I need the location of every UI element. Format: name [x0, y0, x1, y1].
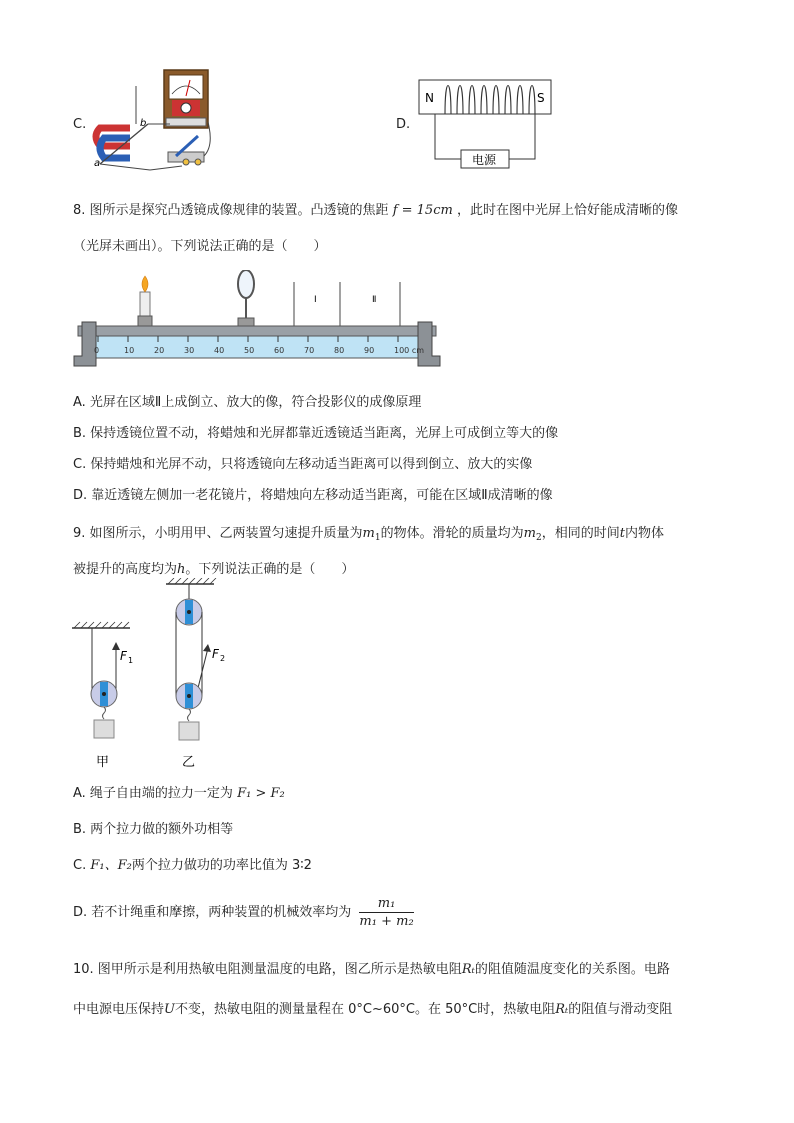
- q10-u: U: [164, 1002, 175, 1017]
- option-c-label[interactable]: C.: [73, 117, 87, 132]
- ruler-tick-label: 50: [244, 346, 255, 355]
- q9-option-c[interactable]: [73, 854, 312, 873]
- q9-option-a[interactable]: [73, 782, 285, 801]
- pole-s: S: [537, 91, 545, 105]
- optical-bench-figure: [72, 270, 442, 370]
- q9-m2: m: [523, 526, 536, 541]
- q9-m1: m: [362, 526, 375, 541]
- ruler-tick-label: 80: [334, 346, 345, 355]
- q9-option-c-prefix: C.: [73, 858, 87, 873]
- option-d-label[interactable]: D.: [396, 117, 411, 132]
- q8-stem-text-a: 8. 图所示是探究凸透镜成像规律的装置。凸透镜的焦距: [73, 203, 389, 218]
- q9-option-c-text: 两个拉力做功的功率比值为 3∶2: [131, 858, 312, 873]
- q8-stem-text-b: ，此时在图中光屏上恰好能成清晰的像: [456, 203, 678, 218]
- force-f1-label: F: [120, 649, 127, 663]
- q9-stem-text-e: 被提升的高度均为: [73, 562, 178, 577]
- q9-option-b[interactable]: B. 两个拉力做的额外功相等: [73, 822, 234, 837]
- q8-stem-line1: [73, 199, 678, 218]
- ruler-tick-label: 90: [364, 346, 375, 355]
- q8-stem-line2: （光屏未画出）。下列说法正确的是（ ）: [73, 239, 327, 254]
- q9-option-a-text: A. 绳子自由端的拉力一定为: [73, 786, 233, 801]
- ruler-tick-label: 30: [184, 346, 195, 355]
- force-f2-sub: 2: [220, 654, 226, 663]
- q10-text-c: 中电源电压保持: [73, 1002, 165, 1017]
- q9-stem-text-d: 内物体: [624, 526, 664, 541]
- force-f1-sub: 1: [128, 656, 134, 665]
- q8-focal-length: f = 15cm: [392, 203, 453, 218]
- force-f2-label: F: [212, 647, 219, 661]
- q10-text-a: 10. 图甲所示是利用热敏电阻测量温度的电路，图乙所示是热敏电阻: [73, 962, 462, 977]
- ruler-tick-label: 60: [274, 346, 285, 355]
- ruler-tick-label: 100 cm: [394, 346, 425, 355]
- q10-text-e: 的阻值与滑动变阻: [568, 1002, 673, 1017]
- ruler-tick-label: 10: [124, 346, 135, 355]
- fraction-numerator: m₁: [359, 896, 413, 913]
- q8-option-d[interactable]: D. 靠近透镜左侧加一老花镜片，将蜡烛向左移动适当距离，可能在区域Ⅱ成清晰的像: [73, 488, 553, 503]
- q9-option-a-math: F₁ > F₂: [237, 786, 285, 801]
- q9-stem-text-a: 9. 如图所示，小明用甲、乙两装置匀速提升质量为: [73, 526, 363, 541]
- q8-option-c[interactable]: C. 保持蜡烛和光屏不动，只将透镜向左移动适当距离可以得到倒立、放大的实像: [73, 457, 533, 472]
- region-2-label: Ⅱ: [372, 295, 377, 305]
- q10-rt-2: Rₜ: [555, 1002, 569, 1017]
- letter-a: a: [94, 158, 101, 169]
- q9-option-d-text: D. 若不计绳重和摩擦，两种装置的机械效率均为: [73, 905, 352, 920]
- fraction-denominator: m₁ + m₂: [359, 914, 414, 929]
- q10-line2: [73, 998, 672, 1017]
- region-1-label: Ⅰ: [314, 295, 317, 305]
- q10-text-b: 的阻值随温度变化的关系图。电路: [474, 962, 670, 977]
- q9-t: t: [619, 526, 625, 541]
- ruler-tick-label: 40: [214, 346, 225, 355]
- galvanometer-circuit-figure: [90, 66, 220, 176]
- q10-line1: [73, 958, 670, 977]
- letter-b: b: [140, 118, 147, 129]
- fig-jia-label: 甲: [96, 755, 110, 770]
- ruler-tick-label: 0: [94, 346, 100, 355]
- q9-option-d[interactable]: [73, 896, 414, 929]
- ruler-tick-label: 20: [154, 346, 165, 355]
- pole-n: N: [425, 91, 434, 105]
- q9-h: h: [177, 562, 186, 577]
- q9-stem-line1: 9. 如图所示，小明用甲、乙两装置匀速提升质量为$m_1$的物体。滑轮的质量均为$m_2$，相同的时间t内物体: [73, 526, 664, 543]
- ruler-tick-label: 70: [304, 346, 315, 355]
- q9-stem-text-c: ，相同的时间: [541, 526, 620, 541]
- fig-yi-label: 乙: [182, 755, 196, 770]
- q9-stem-text-b: 的物体。滑轮的质量均为: [380, 526, 524, 541]
- pulley-systems-figure: [66, 578, 246, 773]
- q9-stem-text-f: 。下列说法正确的是（ ）: [185, 562, 355, 577]
- q9-option-c-math: F₁、F₂: [90, 858, 132, 873]
- solenoid-circuit-figure: [415, 76, 555, 172]
- efficiency-fraction: [359, 896, 413, 929]
- power-label: 电源: [472, 153, 497, 167]
- q8-option-a[interactable]: A. 光屏在区域Ⅱ上成倒立、放大的像，符合投影仪的成像原理: [73, 395, 422, 410]
- q10-rt-1: Rₜ: [461, 962, 475, 977]
- q8-option-b[interactable]: B. 保持透镜位置不动，将蜡烛和光屏都靠近透镜适当距离，光屏上可成倒立等大的像: [73, 426, 559, 441]
- q9-stem-line2: [73, 558, 354, 577]
- q10-text-d: 不变，热敏电阻的测量量程在 0°C~60°C。在 50°C时，热敏电阻: [174, 1002, 556, 1017]
